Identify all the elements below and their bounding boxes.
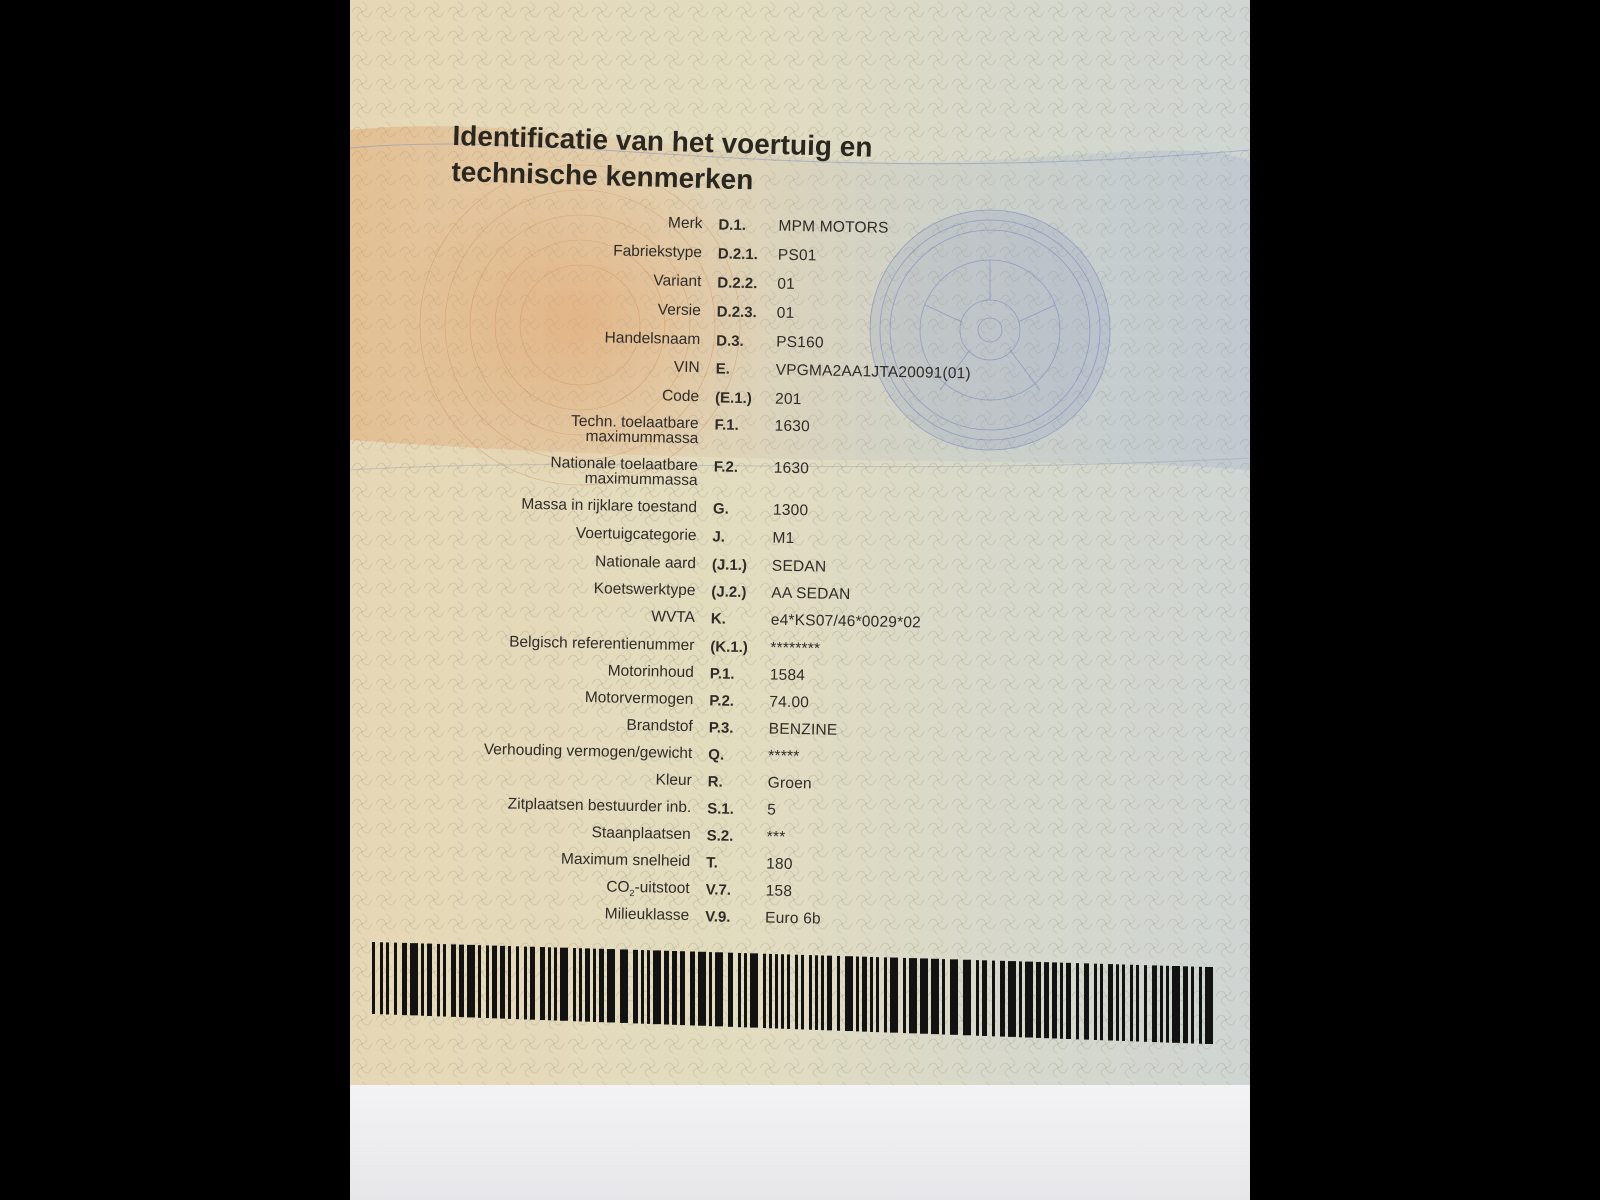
field-code: V.9. <box>704 908 731 926</box>
barcode-bar <box>982 960 987 1036</box>
barcode-bar <box>653 950 661 1024</box>
field-value: VPGMA2AA1JTA20091(01) <box>775 361 971 383</box>
barcode-bar <box>1166 966 1169 1043</box>
barcode-bar <box>690 952 695 1026</box>
barcode-bar <box>1052 962 1057 1038</box>
field-value: PS160 <box>776 333 824 352</box>
barcode <box>372 942 1214 1072</box>
barcode-bar <box>1025 962 1033 1038</box>
field-code: (J.2.) <box>711 583 747 602</box>
field-label: Verhouding vermogen/gewicht <box>483 741 693 763</box>
field-label: Milieuklasse <box>604 905 690 925</box>
barcode-bar <box>573 948 576 1021</box>
field-label: Voertuigcategorie <box>575 524 697 545</box>
field-label: Koetswerktype <box>593 580 696 600</box>
co2-label-subscript: 2 <box>629 887 635 899</box>
barcode-bar <box>508 946 511 1019</box>
field-code: P.1. <box>709 665 735 683</box>
barcode-bar <box>845 956 853 1031</box>
field-value: MPM MOTORS <box>778 217 889 237</box>
field-label: Motorinhoud <box>607 662 695 682</box>
field-code: R. <box>707 773 723 791</box>
barcode-bar <box>1100 964 1103 1040</box>
field-row-national-max-mass <box>351 451 1250 498</box>
field-code: D.2.2. <box>717 274 758 293</box>
barcode-bar <box>837 956 840 1031</box>
field-label: Motorvermogen <box>584 689 694 709</box>
barcode-bar <box>664 951 669 1025</box>
barcode-bar <box>903 958 906 1033</box>
barcode-bar <box>884 957 887 1032</box>
barcode-bar <box>769 954 772 1028</box>
field-value: 201 <box>774 390 802 409</box>
field-code: (K.1.) <box>710 638 748 657</box>
barcode-bar <box>467 945 475 1018</box>
barcode-bar <box>672 951 677 1025</box>
field-value: 158 <box>765 882 793 901</box>
barcode-bar <box>1116 964 1119 1040</box>
barcode-bar <box>427 944 432 1016</box>
registration-document <box>350 0 1250 1200</box>
field-label: Nationale toelaatbare maximummassa <box>550 454 698 490</box>
field-value: e4*KS07/46*0029*02 <box>770 611 922 632</box>
field-label <box>390 875 690 899</box>
barcode-bar <box>1160 966 1163 1043</box>
field-code: J. <box>712 528 726 546</box>
field-value: Groen <box>767 774 812 793</box>
barcode-bar <box>1060 963 1063 1039</box>
barcode-bar <box>931 959 939 1034</box>
barcode-bar <box>1205 967 1213 1044</box>
field-label: Code <box>661 387 700 406</box>
barcode-bar <box>372 942 375 1014</box>
field-code: F.2. <box>713 458 739 476</box>
barcode-bar <box>641 950 644 1024</box>
field-code: D.2.1. <box>717 245 759 264</box>
field-label: Zitplaatsen bestuurder inb. <box>507 795 692 817</box>
barcode-bar <box>620 949 628 1022</box>
field-label: Staanplaatsen <box>591 824 691 844</box>
barcode-bar <box>647 950 650 1024</box>
field-label: Brandstof <box>626 716 693 736</box>
field-code: (J.1.) <box>711 556 748 575</box>
barcode-bar <box>1130 965 1133 1042</box>
field-label: Merk <box>667 214 703 233</box>
barcode-bar <box>815 955 818 1030</box>
barcode-bar <box>827 956 832 1031</box>
barcode-bar <box>380 942 383 1014</box>
field-code: D.1. <box>718 216 747 235</box>
barcode-bar <box>870 957 873 1032</box>
barcode-bar <box>862 957 867 1032</box>
barcode-bar <box>750 953 758 1027</box>
barcode-bar <box>585 948 590 1021</box>
field-label: WVTA <box>651 608 696 627</box>
co2-label-main: CO <box>606 878 630 896</box>
barcode-bar <box>540 947 545 1020</box>
barcode-bar <box>524 947 527 1020</box>
field-value: 1584 <box>769 666 806 685</box>
field-value: BENZINE <box>768 720 838 739</box>
field-value: AA SEDAN <box>771 584 851 604</box>
title-line-1: Identificatie van het voertuig en <box>452 119 873 163</box>
field-code: K. <box>710 610 727 628</box>
field-label: Handelsnaam <box>604 329 701 349</box>
barcode-bar <box>1144 965 1147 1042</box>
barcode-bar <box>775 954 778 1028</box>
field-value: 01 <box>777 275 796 293</box>
field-label: Massa in rijklare toestand <box>521 495 698 517</box>
barcode-bar <box>410 943 418 1015</box>
field-code: D.3. <box>716 332 744 350</box>
barcode-bar <box>560 948 568 1021</box>
barcode-bar <box>516 946 519 1019</box>
barcode-bar <box>599 949 604 1022</box>
field-value: PS01 <box>777 246 817 265</box>
barcode-bar <box>738 953 741 1027</box>
barcode-bar <box>1044 962 1049 1038</box>
field-label: Nationale aard <box>594 553 697 573</box>
barcode-bar <box>963 960 971 1036</box>
barcode-bar <box>402 943 407 1015</box>
field-label: VIN <box>673 358 700 377</box>
barcode-bar <box>443 944 446 1016</box>
barcode-bar <box>795 955 798 1030</box>
field-label: Maximum snelheid <box>560 850 691 871</box>
field-label: Variant <box>653 272 702 291</box>
field-value: *** <box>766 828 786 846</box>
field-value: 1300 <box>772 501 809 520</box>
barcode-bar <box>856 957 859 1032</box>
field-value: 1630 <box>774 417 811 436</box>
field-label: Belgisch referentienummer <box>508 633 695 655</box>
field-label: Techn. toelaatbare maximummassa <box>570 412 699 448</box>
barcode-bar <box>728 953 733 1027</box>
field-code: E. <box>715 360 731 378</box>
barcode-bar <box>763 954 766 1028</box>
barcode-bar <box>950 959 958 1034</box>
barcode-bar <box>1076 963 1079 1039</box>
co2-label-tail: -uitstoot <box>634 878 690 898</box>
barcode-bar <box>709 952 712 1026</box>
barcode-bar <box>1136 965 1139 1042</box>
field-code: S.1. <box>707 800 735 818</box>
barcode-bar <box>1000 961 1005 1037</box>
barcode-bar <box>554 947 557 1020</box>
barcode-bar <box>680 951 685 1025</box>
title-line-2: technische kenmerken <box>451 155 754 196</box>
barcode-bar <box>821 955 824 1030</box>
barcode-bar <box>492 946 497 1019</box>
barcode-bar <box>421 943 424 1015</box>
barcode-bar <box>1084 963 1089 1039</box>
field-value: 5 <box>767 801 777 819</box>
barcode-bar <box>394 943 397 1015</box>
barcode-bar <box>1191 967 1194 1044</box>
field-value: ******** <box>770 639 821 658</box>
field-value: Euro 6b <box>764 909 821 928</box>
barcode-bar <box>1172 966 1180 1043</box>
barcode-bar <box>607 949 615 1022</box>
barcode-bar <box>486 945 489 1018</box>
field-value: 74.00 <box>769 693 810 712</box>
barcode-bar <box>976 960 979 1036</box>
barcode-bar <box>920 958 928 1033</box>
field-value: ***** <box>768 747 800 766</box>
barcode-bar <box>593 949 596 1022</box>
field-list <box>350 0 1250 1011</box>
barcode-bar <box>451 944 456 1016</box>
field-value: 1630 <box>773 459 810 478</box>
field-label: Fabriekstype <box>613 242 703 262</box>
barcode-bar <box>1008 961 1016 1037</box>
barcode-bar <box>633 950 638 1024</box>
barcode-bar <box>1036 962 1041 1038</box>
field-code: S.2. <box>706 827 734 845</box>
barcode-bar <box>1183 966 1188 1043</box>
field-label: Kleur <box>655 771 692 790</box>
field-code: (E.1.) <box>714 389 752 408</box>
barcode-bar <box>1152 965 1157 1042</box>
barcode-bar <box>478 945 481 1018</box>
barcode-bar <box>437 944 440 1016</box>
barcode-bar <box>530 947 535 1020</box>
barcode-bar <box>459 945 464 1018</box>
barcode-bar <box>548 947 551 1020</box>
barcode-bar <box>1094 964 1097 1040</box>
field-code: V.7. <box>705 881 732 899</box>
barcode-bar <box>386 942 389 1014</box>
field-label: Versie <box>657 301 701 320</box>
barcode-bar <box>942 959 945 1034</box>
barcode-bar <box>744 953 747 1027</box>
field-value: 01 <box>776 304 795 322</box>
field-code: G. <box>712 500 729 518</box>
barcode-bar <box>809 955 812 1030</box>
barcode-bar <box>579 948 582 1021</box>
barcode-bar <box>876 957 879 1032</box>
field-code: P.3. <box>708 719 734 737</box>
field-code: D.2.3. <box>716 303 757 322</box>
field-value: M1 <box>772 529 795 547</box>
field-value: SEDAN <box>771 557 827 576</box>
barcode-bar <box>715 952 723 1026</box>
barcode-bar <box>1108 964 1113 1040</box>
barcode-bar <box>1122 965 1125 1042</box>
barcode-bar <box>909 958 917 1033</box>
barcode-bar <box>787 954 790 1028</box>
field-code: F.1. <box>714 416 739 434</box>
barcode-bar <box>781 954 784 1028</box>
underlying-paper <box>350 1085 1250 1200</box>
barcode-bar <box>500 946 505 1019</box>
barcode-bar <box>890 958 898 1033</box>
field-value: 180 <box>766 855 793 874</box>
field-code: T. <box>706 854 719 872</box>
field-code: P.2. <box>709 692 735 710</box>
barcode-bar <box>1199 967 1202 1044</box>
barcode-bar <box>698 952 706 1026</box>
barcode-bar <box>1019 961 1022 1037</box>
field-code: Q. <box>708 746 725 764</box>
barcode-bar <box>992 961 995 1037</box>
barcode-bar <box>801 955 804 1030</box>
barcode-bar <box>1066 963 1071 1039</box>
